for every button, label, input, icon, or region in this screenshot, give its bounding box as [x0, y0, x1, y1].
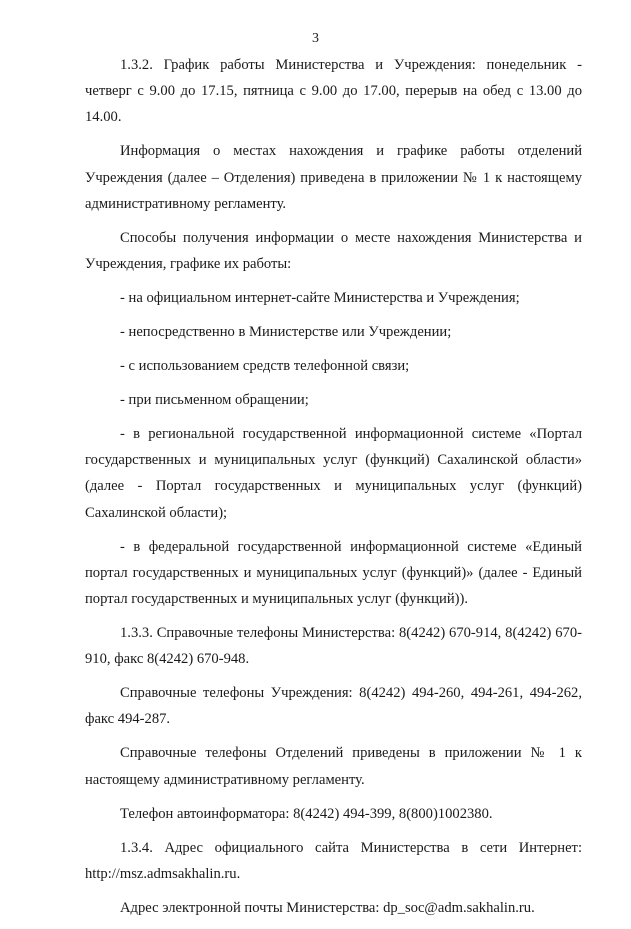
list-item-regional-portal: - в региональной государственной информационной системе «Портал государственных и муниципальных услуг (функций) Сахалинской области» (далее - Портал государственных и муниципальных услуг (функций) Сахалинской области);: [85, 426, 582, 521]
document-body: [85, 52, 582, 929]
paragraph-branch-phones: Справочные телефоны Отделений приведены в приложении № 1 к настоящему административному регламенту.: [85, 745, 582, 788]
list-item-phone: - с использованием средств телефонной связи;: [120, 358, 410, 375]
paragraph-email: Адрес электронной почты Министерства: dp_soc@adm.sakhalin.ru.: [120, 899, 535, 916]
paragraph-autoinformer: Телефон автоинформатора: 8(4242) 494-399, 8(800)1002380.: [120, 805, 493, 822]
paragraph-work-schedule: 1.3.2. График работы Министерства и Учреждения: понедельник - четверг с 9.00 до 17.15, пятница с 9.00 до 17.00, перерыв на обед с 13.00 до 14.00.: [85, 57, 582, 126]
list-item-written-request: - при письменном обращении;: [120, 392, 309, 409]
list-item-federal-portal: - в федеральной государственной информационной системе «Единый портал государственных и муниципальных услуг (функций)» (далее - Единый портал государственных и муниципальных услуг (функций)).: [85, 538, 582, 608]
page-number: 3: [312, 31, 319, 46]
paragraph-ministry-phones: 1.3.3. Справочные телефоны Министерства: 8(4242) 670-914, 8(4242) 670-910, факс 8(4242) 670-948.: [85, 625, 582, 668]
list-item-in-person: - непосредственно в Министерстве или Учреждении;: [120, 324, 452, 341]
list-item-official-site: - на официальном интернет-сайте Министерства и Учреждения;: [120, 290, 520, 307]
paragraph-institution-phones: Справочные телефоны Учреждения: 8(4242) 494-260, 494-261, 494-262, факс 494-287.: [85, 685, 582, 728]
paragraph-info-methods: Способы получения информации о месте нахождения Министерства и Учреждения, графике их работы:: [85, 229, 582, 273]
paragraph-website: 1.3.4. Адрес официального сайта Министерства в сети Интернет: http://msz.admsakhalin.ru.: [85, 839, 582, 882]
paragraph-branch-info: Информация о местах нахождения и графике работы отделений Учреждения (далее – Отделения) приведена в приложении № 1 к настоящему административному регламенту.: [85, 143, 582, 212]
